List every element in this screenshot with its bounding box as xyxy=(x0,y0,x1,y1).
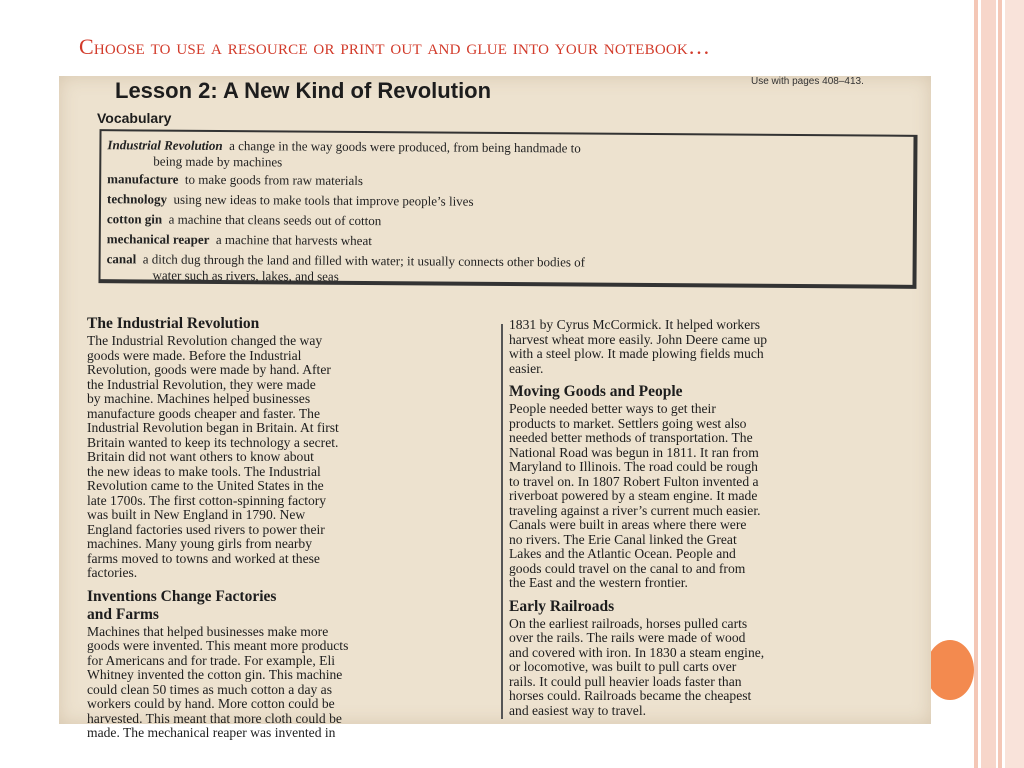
vocab-definition: a machine that harvests wheat xyxy=(215,231,372,249)
vocab-term: mechanical reaper xyxy=(106,231,210,247)
text-line: easier. xyxy=(509,360,544,376)
text-line: Lakes and the Atlantic Ocean. People and xyxy=(509,546,736,561)
decorative-stripes xyxy=(974,0,1024,768)
text-line: the East and the western frontier. xyxy=(509,575,688,590)
text-line: and covered with iron. In 1830 a steam engine, xyxy=(509,644,765,660)
text-line: Canals were built in areas where there were xyxy=(509,517,747,532)
text-line: National Road was begun in 1811. It ran from xyxy=(509,444,759,460)
text-line: goods were invented. This meant more products xyxy=(87,638,349,653)
vocab-definition-cont: water such as rivers, lakes, and seas xyxy=(152,267,339,284)
vocab-definition: a machine that cleans seeds out of cotton xyxy=(168,211,382,229)
text-line: Industrial Revolution began in Britain. At first xyxy=(87,420,339,435)
text-line: the new ideas to make tools. The Industrial xyxy=(87,463,321,479)
accent-circle xyxy=(926,640,974,700)
lesson-title: Lesson 2: A New Kind of Revolution xyxy=(115,78,492,103)
vocab-definition-cont: being made by machines xyxy=(153,153,283,170)
worksheet-scan xyxy=(59,76,931,740)
stripe xyxy=(1005,0,1024,768)
vocab-entry xyxy=(107,211,381,229)
text-line: was built in New England in 1790. New xyxy=(87,507,306,522)
section-body xyxy=(87,625,489,741)
vocab-definition: a change in the way goods were produced, from being handmade to xyxy=(229,138,581,156)
text-line: harvested. This meant that more cloth could be xyxy=(87,710,342,726)
text-line: Britain did not want others to know about xyxy=(87,449,314,464)
section-body xyxy=(509,318,911,376)
text-line: with a steel plow. It made plowing fields much xyxy=(509,346,764,361)
text-line: no rivers. The Erie Canal linked the Great xyxy=(509,531,737,547)
text-line: 1831 by Cyrus McCormick. It helped workers xyxy=(509,317,761,332)
text-line: The Industrial Revolution changed the way xyxy=(87,333,323,348)
text-line: traveling against a river’s current much easier. xyxy=(509,502,761,518)
vocab-definition: a ditch dug through the land and filled with water; it usually connects other bodies of xyxy=(142,251,586,270)
text-line: to travel on. In 1807 Robert Fulton invented a xyxy=(509,473,759,489)
vocab-term: manufacture xyxy=(107,171,179,187)
page-reference: Use with pages 408–413. xyxy=(751,76,864,87)
vocab-entry xyxy=(107,171,363,189)
vocab-entry xyxy=(107,191,474,210)
section-heading: Inventions Change Factories xyxy=(87,587,277,605)
text-line: or locomotive, was built to pull carts over xyxy=(509,659,737,674)
section-heading: Early Railroads xyxy=(509,597,615,615)
text-line: Machines that helped businesses make more xyxy=(87,623,329,639)
text-line: harvest wheat more easily. John Deere came up xyxy=(509,331,768,347)
section-body xyxy=(87,334,489,581)
text-line: Whitney invented the cotton gin. This machine xyxy=(87,667,343,682)
vocab-definition: using new ideas to make tools that improve people’s lives xyxy=(173,191,474,209)
stripe xyxy=(974,0,978,768)
vocab-entry xyxy=(107,137,581,172)
vocabulary-heading: Vocabulary xyxy=(97,110,172,126)
vocabulary-box xyxy=(98,129,917,289)
text-line: England factories used rivers to power their xyxy=(87,521,325,537)
vocab-term: technology xyxy=(107,191,168,207)
stripe xyxy=(981,0,996,768)
text-line: Britain wanted to keep its technology a secret. xyxy=(87,434,339,450)
text-line: could clean 50 times as much cotton a day as xyxy=(87,681,332,697)
text-line: goods could travel on the canal to and from xyxy=(509,560,746,576)
text-line: riverboat powered by a steam engine. It made xyxy=(509,488,758,503)
stripe xyxy=(998,0,1002,768)
text-line: On the earliest railroads, horses pulled carts xyxy=(509,615,748,631)
text-line: farms moved to towns and worked at these xyxy=(87,550,320,566)
section-heading: The Industrial Revolution xyxy=(87,315,260,332)
text-line: People needed better ways to get their xyxy=(509,401,716,416)
vocab-definition: to make goods from raw materials xyxy=(184,171,363,188)
section-body xyxy=(509,617,911,719)
text-line: goods were made. Before the Industrial xyxy=(87,347,302,363)
text-line: horses could. Railroads became the cheapest xyxy=(509,688,752,703)
vocab-term: canal xyxy=(106,251,137,267)
text-line: late 1700s. The first cotton-spinning factory xyxy=(87,492,327,508)
slide-title: Choose to use a resource or print out and glue into your notebook… xyxy=(79,34,711,59)
right-column xyxy=(509,318,911,718)
text-line: over the rails. The rails were made of wood xyxy=(509,630,746,645)
vocab-term: cotton gin xyxy=(106,211,163,227)
text-line: products to market. Settlers going west also xyxy=(509,415,747,431)
text-line: rails. It could pull heavier loads faster than xyxy=(509,673,742,689)
text-line: machines. Many young girls from nearby xyxy=(87,536,313,551)
section-body xyxy=(509,402,911,591)
text-line: Revolution, goods were made by hand. After xyxy=(87,362,331,377)
text-line: workers could by hand. More cotton could be xyxy=(87,696,335,711)
text-line: manufacture goods cheaper and faster. The xyxy=(87,405,321,421)
text-line: needed better methods of transportation. The xyxy=(509,430,753,445)
text-line: Maryland to Illinois. The road could be rough xyxy=(509,459,758,474)
vocab-entry xyxy=(107,231,372,249)
text-line: for Americans and for trade. For example, Eli xyxy=(87,652,335,668)
text-line: Revolution came to the United States in the xyxy=(87,478,324,493)
left-column xyxy=(87,316,489,741)
section-heading-cont: and Farms xyxy=(87,605,159,623)
text-line: factories. xyxy=(87,565,138,580)
section-heading: Moving Goods and People xyxy=(509,383,683,400)
vocab-entry xyxy=(106,251,585,286)
text-line: by machine. Machines helped businesses xyxy=(87,391,311,406)
vocab-term: Industrial Revolution xyxy=(107,137,223,154)
column-divider xyxy=(501,324,503,719)
text-line: and easiest way to travel. xyxy=(509,702,647,718)
text-line: the Industrial Revolution, they were made xyxy=(87,376,316,392)
text-line: made. The mechanical reaper was invented in xyxy=(87,725,336,740)
